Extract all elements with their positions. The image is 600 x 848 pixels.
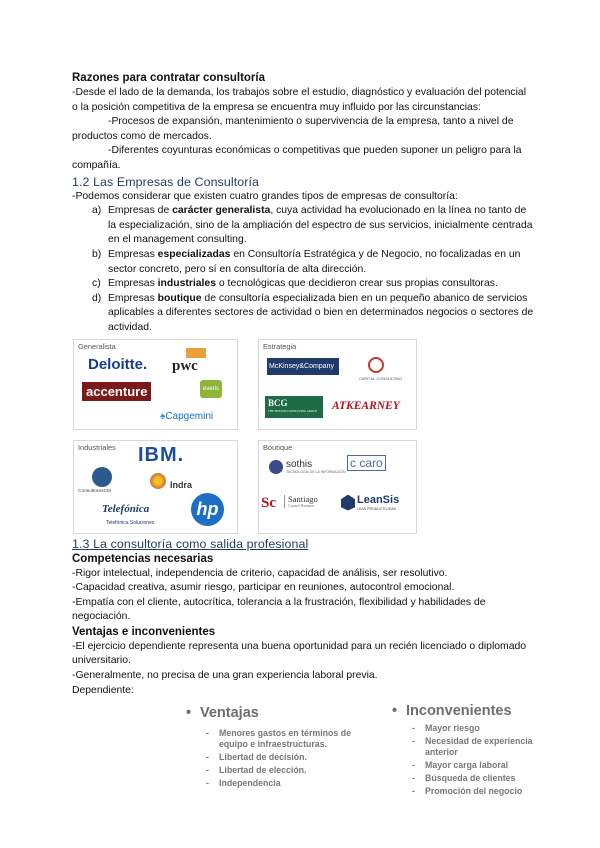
everis-logo: everis: [200, 380, 222, 398]
santiago-mark-icon: Sc: [261, 494, 276, 511]
logo-box-estrategia: [258, 339, 417, 430]
ventajas-paragraph: -Generalmente, no precisa de una gran experiencia laboral previa.: [72, 670, 378, 682]
competencia-paragraph: -Empatía con el cliente, autocrítica, tolerancia a la frustración, flexibilidad y habilidades de negociación.: [72, 596, 486, 623]
logo-box-industriales: [73, 440, 238, 534]
list-item: d) Empresas boutique de consultoría especializada bien en un pequeño abanico de servicios aplicables a diferentes sectores de actividad o bien en determinados negocios o sectores de actividad.: [92, 292, 534, 333]
competencia-paragraph: -Rigor intelectual, independencia de criterio, capacidad de análisis, ser resolutivo.: [72, 567, 448, 579]
consultorescm-icon: [92, 467, 112, 487]
telefonica-logo: Telefónica: [102, 502, 150, 515]
atkearney-logo: ATKEARNEY: [332, 399, 400, 412]
ventajas-inconvenientes-figure: [72, 698, 534, 818]
accenture-logo: accenture: [82, 382, 151, 401]
razones-paragraph-3: -Diferentes coyunturas económicas o competitivas que pueden suponer un peligro para la compañía.: [72, 145, 522, 171]
consultancy-logos-figure: [73, 339, 534, 534]
bullet-icon: •: [186, 705, 192, 722]
indra-icon: [150, 473, 166, 489]
capgemini-logo: ♠Capgemini: [160, 410, 214, 422]
razones-paragraph-1: -Desde el lado de la demanda, los trabajos sobre el estudio, diagnóstico y evaluación del potencial o la posición competitiva de la empresa se encuentra muy influido por las circunstancias:: [72, 87, 527, 113]
list-item: - Independencia: [206, 778, 281, 789]
ibm-logo: IBM.: [138, 443, 185, 466]
capgemini-spade-icon: ♠: [160, 410, 166, 422]
santiago-logo: Santiago Capital Humano: [284, 495, 318, 509]
sothis-tagline: TECNOLOGÍA DE LA INFORMACIÓN: [286, 469, 346, 474]
capital-consulting-logo: CAPITAL CONSULTING: [359, 375, 403, 381]
logo-box-boutique: [258, 440, 417, 534]
list-item: - Libertad de decisión.: [206, 752, 307, 763]
leansis-icon: [341, 495, 355, 511]
deloitte-logo: Deloitte.: [88, 355, 148, 373]
list-item: a) Empresas de carácter generalista, cuya actividad ha evolucionado en la línea no tanto de la especialización, sino de la ampliación del espectro de sus servicios, inicialmente centrada en el management consulting.: [92, 205, 533, 246]
inconvenientes-heading: • Inconvenientes: [392, 703, 512, 720]
list-item: - Promoción del negocio: [412, 786, 523, 797]
logo-box-generalista: [73, 339, 238, 430]
ccaro-logo: c caro: [347, 455, 386, 471]
razones-title: Razones para contratar consultoría: [72, 72, 265, 84]
ventajas-column: [186, 704, 366, 789]
list-item: - Búsqueda de clientes: [412, 773, 516, 784]
indra-logo: Indra: [170, 479, 193, 490]
telefonica-soluciones-logo: Telefónica Soluciones: [106, 519, 155, 526]
logo-box-caption: Estrategia: [263, 341, 297, 351]
list-item: - Necesidad de experiencia anterior: [412, 736, 533, 758]
list-item: - Libertad de elección.: [206, 765, 307, 776]
logo-box-caption: Industriales: [78, 442, 116, 452]
pwc-logo: pwc: [172, 357, 198, 374]
empresas-list: [92, 204, 534, 335]
inconvenientes-column: [392, 702, 552, 797]
competencia-paragraph: -Capacidad creativa, asumir riesgo, participar en reuniones, autocontrol emocional.: [72, 582, 455, 594]
consultorescm-logo: ConsultoresCM: [78, 488, 112, 494]
list-item: - Mayor carga laboral: [412, 760, 509, 771]
bcg-logo: BCG THE BOSTON CONSULTING GROUP: [265, 396, 323, 418]
hp-logo: hp: [191, 493, 224, 526]
empresas-intro: -Podemos considerar que existen cuatro grandes tipos de empresas de consultoría:: [72, 190, 458, 202]
logo-box-caption: Boutique: [263, 442, 293, 452]
razones-paragraph-2: -Procesos de expansión, mantenimiento o supervivencia de la empresa, tanto a nivel de productos como de mercados.: [72, 116, 514, 142]
list-item: - Mayor riesgo: [412, 723, 480, 734]
document-page: [72, 71, 534, 818]
ventajas-inconvenientes-title: Ventajas e inconvenientes: [72, 625, 216, 638]
sothis-logo: sothis: [286, 458, 313, 470]
capital-consulting-icon: [368, 357, 384, 373]
pwc-mark-icon: [186, 348, 206, 358]
ventajas-paragraph: -El ejercicio dependiente representa una buena oportunidad para un recién licenciado o diplomado universitario.: [72, 640, 527, 667]
logo-box-caption: Generalista: [78, 341, 116, 351]
competencias-title: Competencias necesarias: [72, 552, 214, 565]
ventajas-paragraph: Dependiente:: [72, 684, 134, 696]
mckinsey-logo: McKinsey&Company: [267, 358, 339, 375]
list-item: - Menores gastos en términos de equipo e infraestructuras.: [206, 728, 351, 749]
leansis-logo: LeanSis: [357, 493, 400, 506]
sothis-icon: [269, 460, 283, 474]
list-item: c) Empresas industriales o tecnológicas que decidieron crear sus propias consultoras.: [92, 278, 498, 290]
ventajas-heading: • Ventajas: [186, 705, 259, 722]
empresas-section-title: 1.2 Las Empresas de Consultoría: [72, 174, 259, 189]
salida-section-title: 1.3 La consultoría como salida profesional: [72, 536, 309, 551]
bullet-icon: •: [392, 703, 398, 720]
list-item: b) Empresas especializadas en Consultoría Estratégica y de Negocio, no focalizadas en un sector concreto, pero sí en consultoría de alta dirección.: [92, 248, 521, 275]
leansis-tagline: LEAN PRODUCTIVIDAD: [357, 506, 397, 511]
